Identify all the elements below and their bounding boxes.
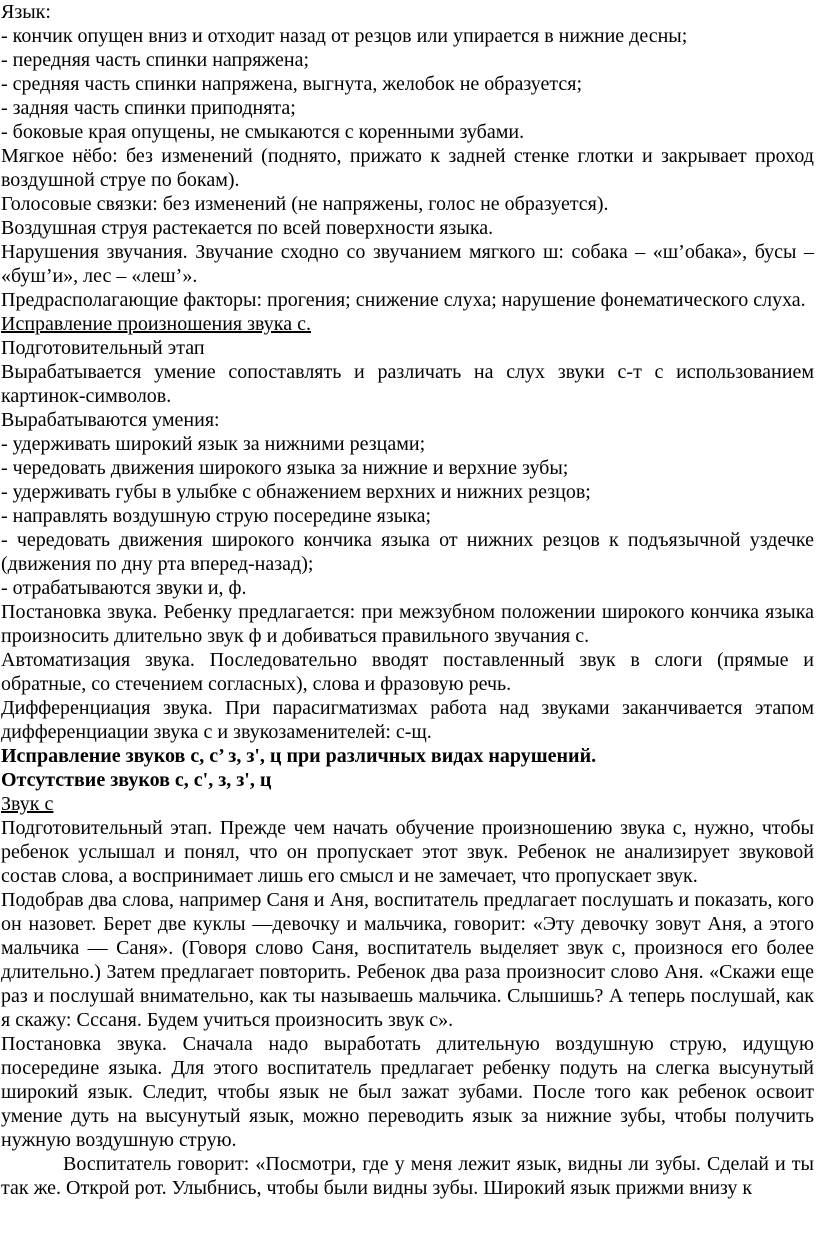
tongue-item: - кончик опущен вниз и отходит назад от резцов или упирается в нижние десны; bbox=[1, 25, 688, 47]
skills-item: - чередовать движения широкого языка за нижние и верхние зубы; bbox=[1, 457, 569, 479]
differentiation-paragraph: Дифференциация звука. При парасигматизмах работа над звуками заканчивается этапом дифференциации звука с и звукозаменителей: с-щ. bbox=[1, 697, 814, 743]
tongue-item: - задняя часть спинки приподнята; bbox=[1, 97, 296, 119]
skills-heading: Вырабатываются умения: bbox=[1, 409, 220, 431]
sound-s-heading: Звук с bbox=[1, 793, 54, 815]
soft-palate-paragraph: Мягкое нёбо: без изменений (поднято, прижато к задней стенке глотки и закрывает проход воздушной струе по бокам). bbox=[1, 145, 814, 191]
skills-item: - направлять воздушную струю посередине языка; bbox=[1, 505, 432, 527]
air-stream-paragraph: Воздушная струя растекается по всей поверхности языка. bbox=[1, 217, 494, 239]
staging-2-paragraph: Постановка звука. Сначала надо выработать длительную воздушную струю, идущую посередине языка. Для этого воспитатель предлагает ребенку подуть на слегка высунутый широкий язык. Следит, чтобы язык не был зажат зубами. После того как ребенок освоит умение дуть на высунутый язык, можно переводить язык за нижние зубы, чтобы получить нужную воздушную струю. bbox=[1, 1033, 814, 1151]
teacher-says-paragraph: Воспитатель говорит: «Посмотри, где у меня лежит язык, видны ли зубы. Сделай и ты так же. Открой рот. Улыбнись, чтобы были видны зубы. Широкий язык прижми внизу к bbox=[1, 1153, 814, 1199]
factors-paragraph: Предрасполагающие факторы: прогения; снижение слуха; нарушение фонематического слуха. bbox=[1, 289, 806, 311]
tongue-item: - передняя часть спинки напряжена; bbox=[1, 49, 309, 71]
staging-paragraph: Постановка звука. Ребенку предлагается: при межзубном положении широкого кончика языка произносить длительно звук ф и добиваться правильного звучания с. bbox=[1, 601, 814, 647]
prep-stage-paragraph: Вырабатывается умение сопоставлять и различать на слух звуки с-т с использованием картинок-символов. bbox=[1, 361, 814, 407]
skills-item: - отрабатываются звуки и, ф. bbox=[1, 577, 247, 599]
automation-paragraph: Автоматизация звука. Последовательно вводят поставленный звук в слоги (прямые и обратные, со стечением согласных), слова и фразовую речь. bbox=[1, 649, 814, 695]
tongue-heading: Язык: bbox=[1, 1, 51, 23]
prep-stage-2-paragraph: Подготовительный этап. Прежде чем начать обучение произношению звука с, нужно, чтобы ребенок услышал и понял, что он пропускает этот звук. Ребенок не анализирует звуковой состав слова, а воспринимает лишь его смысл и не замечает, что пропускает звук. bbox=[1, 817, 814, 887]
skills-item: - удерживать губы в улыбке с обнажением верхних и нижних резцов; bbox=[1, 481, 591, 503]
dolls-paragraph: Подобрав два слова, например Саня и Аня, воспитатель предлагает послушать и показать, кого он назовет. Берет две куклы —девочку и мальчика, говорит: «Эту девочку зовут Аня, а этого мальчика — Саня». (Говоря слово Саня, воспитатель выделяет звук с, произнося его более длительно.) Затем предлагает повторить. Ребенок два раза произносит слово Аня. «Скажи еще раз и послушай внимательно, как ты называешь мальчика. Слышишь? А теперь послушай, как я скажу: Сссаня. Будем учиться произносить звук с». bbox=[1, 889, 814, 1031]
prep-stage-heading: Подготовительный этап bbox=[1, 337, 205, 359]
vocal-cords-paragraph: Голосовые связки: без изменений (не напряжены, голос не образуется). bbox=[1, 193, 609, 215]
tongue-item: - средняя часть спинки напряжена, выгнута, желобок не образуется; bbox=[1, 73, 583, 95]
skills-item: - чередовать движения широкого кончика языка от нижних резцов к подъязычной уздечке (движения по дну рта вперед-назад); bbox=[1, 529, 814, 575]
sound-disorders-paragraph: Нарушения звучания. Звучание сходно со звучанием мягкого ш: собака – «ш’обака», бусы – «буш’и», лес – «леш’». bbox=[1, 241, 814, 287]
section-heading-absence: Отсутствие звуков с, с', з, з', ц bbox=[1, 769, 272, 791]
section-heading-correction: Исправление звуков с, с’ з, з', ц при различных видах нарушений. bbox=[1, 745, 597, 767]
correction-heading: Исправление произношения звука с. bbox=[1, 313, 311, 335]
tongue-item: - боковые края опущены, не смыкаются с коренными зубами. bbox=[1, 121, 525, 143]
skills-item: - удерживать широкий язык за нижними резцами; bbox=[1, 433, 426, 455]
